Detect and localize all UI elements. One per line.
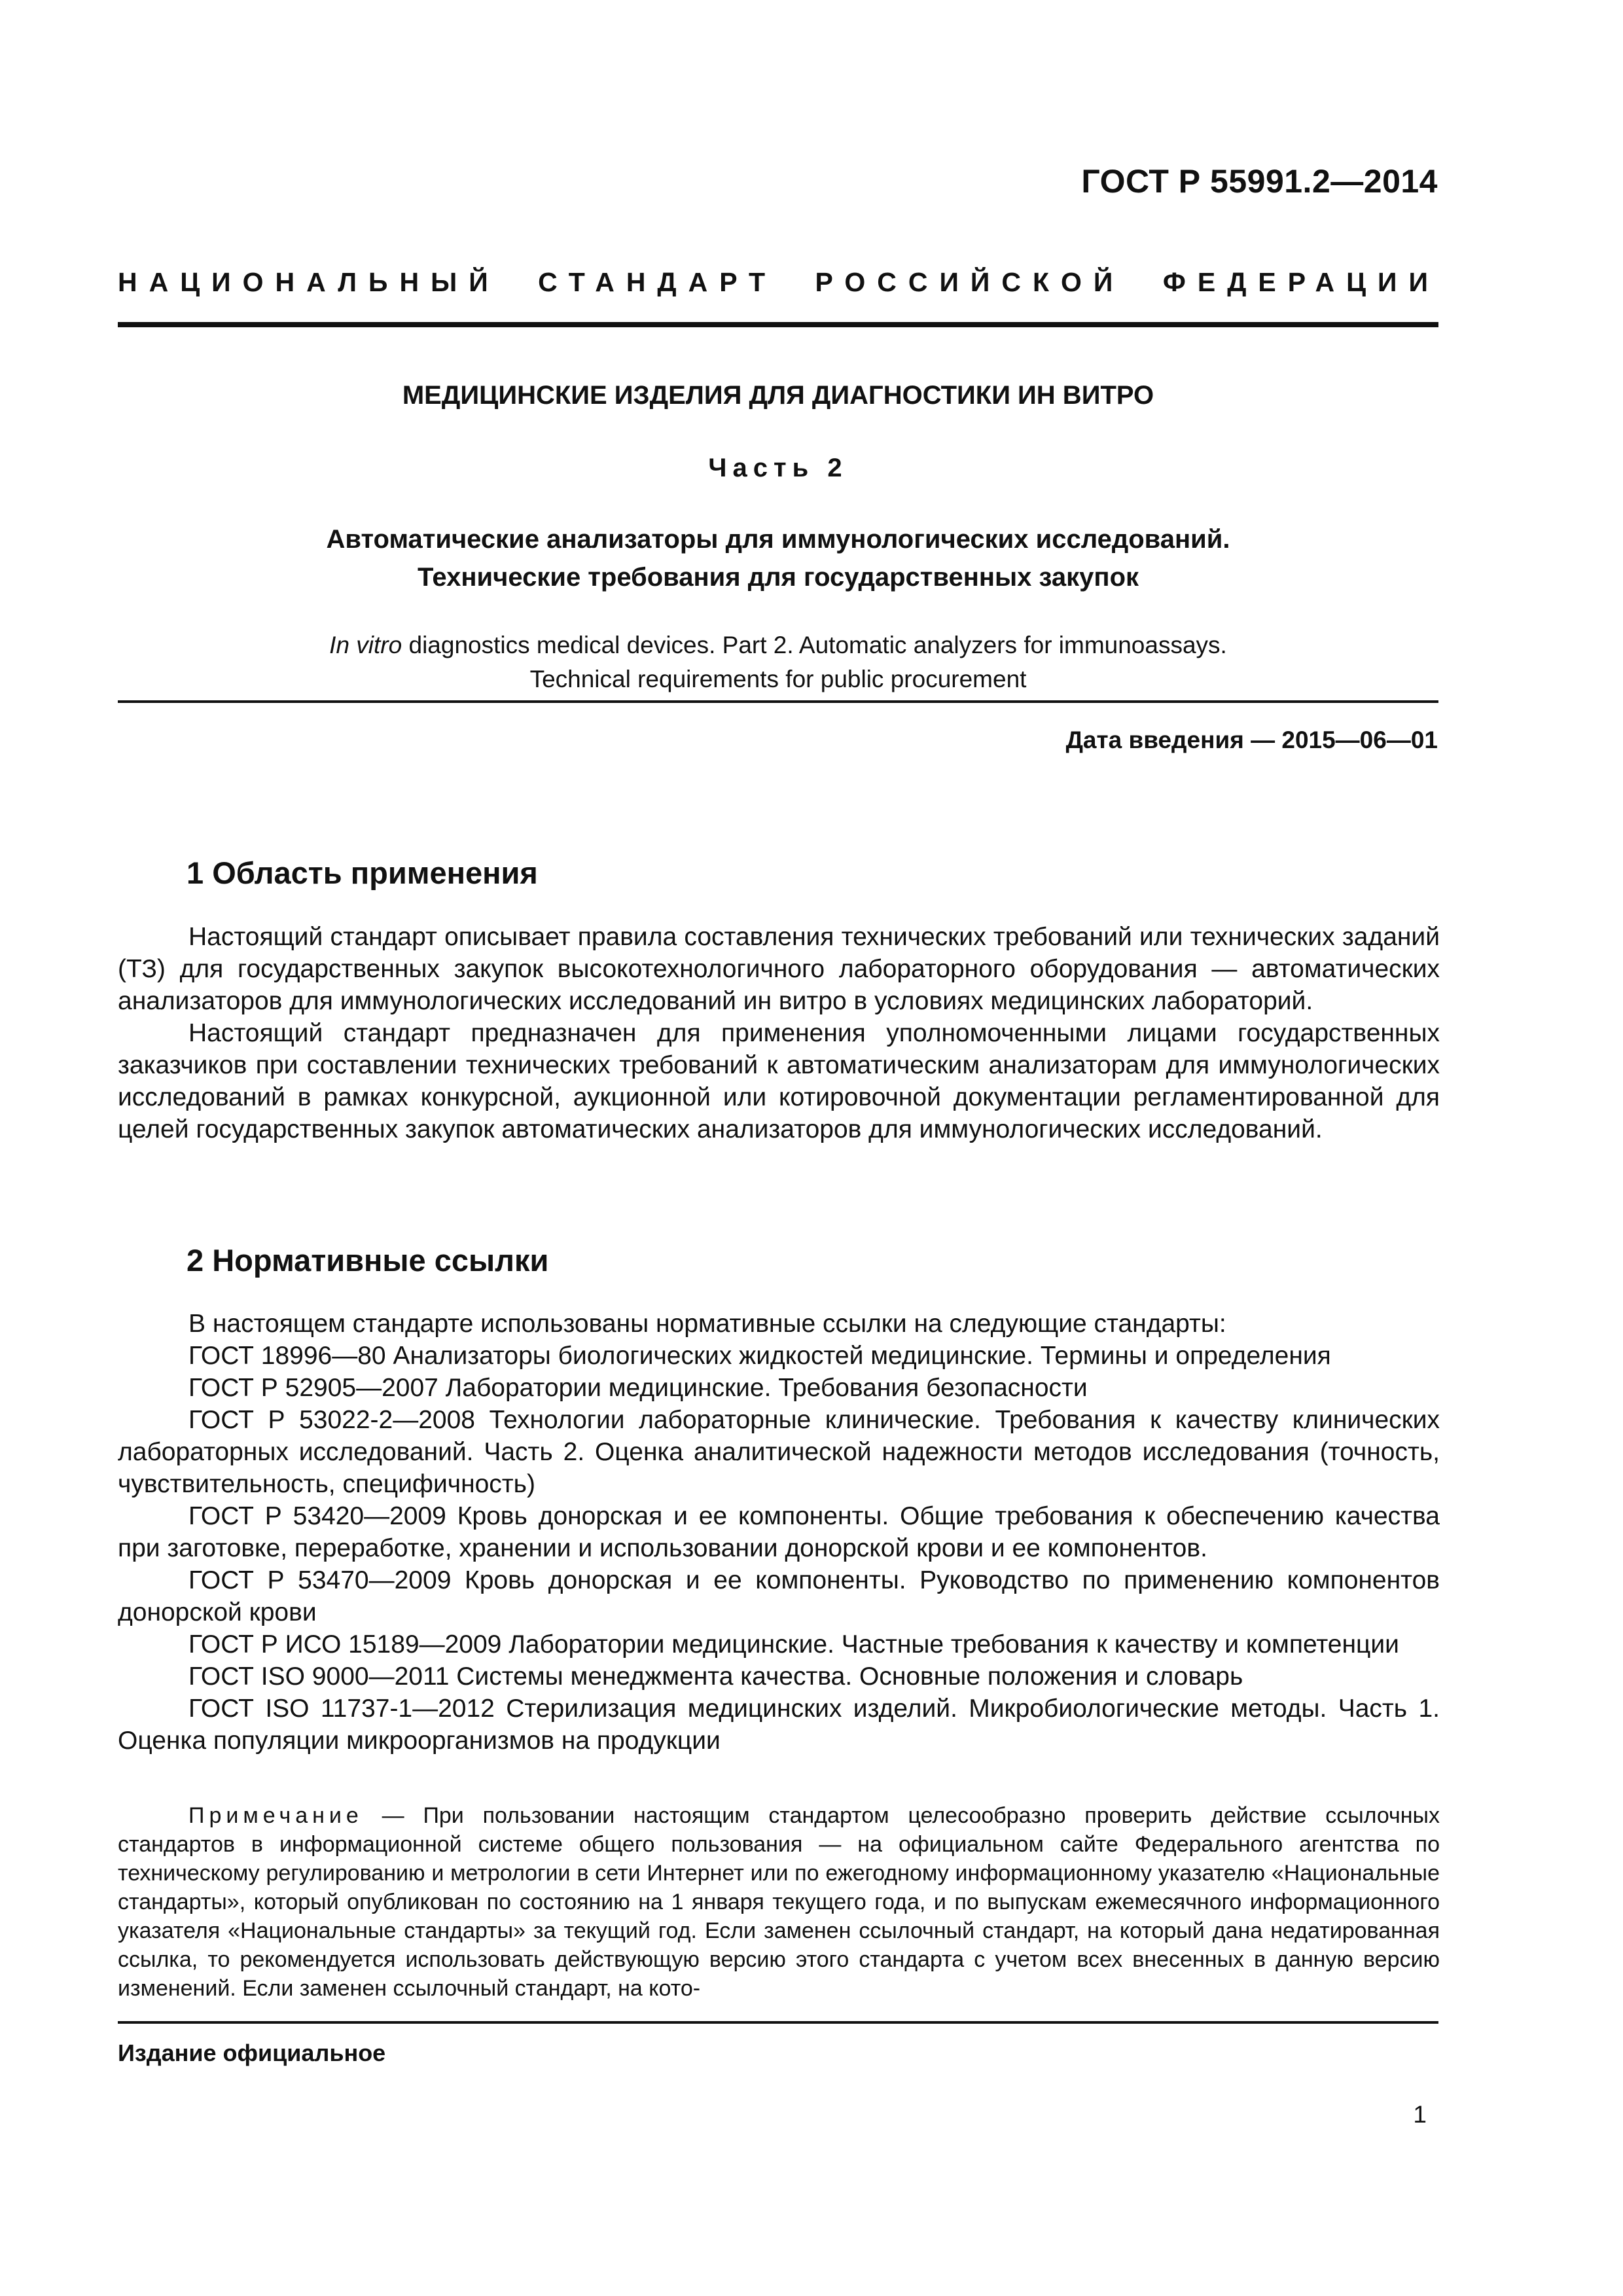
section-1-body <box>118 921 1440 1145</box>
reference-item: ГОСТ ISO 9000—2011 Системы менеджмента качества. Основные положения и словарь <box>188 1662 1243 1691</box>
english-title-line: Technical requirements for public procurement <box>529 666 1027 692</box>
note-text: — При пользовании настоящим стандартом целесообразно проверить действие ссылочных стандартов в информационной системе общего пользования — на официальном сайте Федерального агентства по техническому регулированию и метрологии в сети Интернет или по ежегодному информационному указателю «Национальные стандарты», который опубликован по состоянию на 1 января текущего года, и по выпускам ежемесячного информационного указателя «Национальные стандарты» за текущий год. Если заменен ссылочный стандарт, на который дана недатированная ссылка, то рекомендуется использовать действующую версию этого стандарта с учетом всех внесенных в данную версию изменений. Если заменен ссылочный стандарт, на кото- <box>118 1803 1440 2001</box>
banner-word: НАЦИОНАЛЬНЫЙ <box>118 267 500 297</box>
note-label: Примечание <box>188 1803 363 1828</box>
reference-item: ГОСТ Р 53470—2009 Кровь донорская и ее компоненты. Руководство по применению компонентов донорской крови <box>118 1566 1440 1626</box>
banner-word: ФЕДЕРАЦИИ <box>1162 267 1440 297</box>
reference-item: ГОСТ 18996—80 Анализаторы биологических жидкостей медицинские. Термины и определения <box>188 1342 1331 1370</box>
banner-word: РОССИЙСКОЙ <box>815 267 1125 297</box>
subtitle-line: Технические требования для государственных закупок <box>417 563 1139 592</box>
reference-item: ГОСТ Р ИСО 15189—2009 Лаборатории медицинские. Частные требования к качеству и компетенции <box>188 1630 1399 1659</box>
reference-item: ГОСТ ISO 11737-1—2012 Стерилизация медицинских изделий. Микробиологические методы. Часть 1. Оценка популяции микроорганизмов на продукции <box>118 1695 1440 1755</box>
paragraph: Настоящий стандарт предназначен для применения уполномоченными лицами государственных заказчиков при составлении технических требований к автоматическим анализаторам для иммунологических исследований в рамках конкурсной, аукционной или котировочной документации регламентированной для целей государственных закупок автоматических анализаторов для иммунологических исследований. <box>118 1019 1440 1143</box>
national-standard-banner <box>118 267 1440 298</box>
reference-item: ГОСТ Р 53420—2009 Кровь донорская и ее компоненты. Общие требования к обеспечению качества при заготовке, переработке, хранении и использовании донорской крови и ее компонентов. <box>118 1502 1440 1562</box>
banner-word: СТАНДАРТ <box>538 267 777 297</box>
note-paragraph <box>118 1801 1440 2003</box>
header-divider <box>118 322 1438 327</box>
introduction-date: Дата введения — 2015—06—01 <box>1065 726 1438 753</box>
title-divider <box>118 700 1438 703</box>
subtitle-line: Автоматические анализаторы для иммунологических исследований. <box>326 525 1230 554</box>
standard-number: ГОСТ Р 55991.2—2014 <box>1081 163 1438 200</box>
footer-divider <box>118 2021 1438 2024</box>
references-note <box>118 1801 1440 2003</box>
reference-item: ГОСТ Р 53022-2—2008 Технологии лабораторные клинические. Требования к качеству клинических лабораторных исследований. Часть 2. Оценка аналитической надежности методов исследования (точность, чувствительность, специфичность) <box>118 1406 1440 1498</box>
part-label: Часть 2 <box>708 454 848 482</box>
english-title <box>118 628 1438 696</box>
english-title-line <box>118 628 1438 662</box>
section-1-heading: 1 Область применения <box>187 855 538 890</box>
edition-label: Издание официальное <box>118 2039 386 2066</box>
document-subtitle <box>118 520 1438 596</box>
page-number: 1 <box>1413 2101 1427 2128</box>
document-title: МЕДИЦИНСКИЕ ИЗДЕЛИЯ ДЛЯ ДИАГНОСТИКИ ИН ВИТРО <box>402 381 1154 410</box>
section-2-heading: 2 Нормативные ссылки <box>187 1243 549 1278</box>
paragraph: Настоящий стандарт описывает правила составления технических требований или технических заданий (ТЗ) для государственных закупок высокотехнологичного лабораторного оборудования — автоматических анализаторов для иммунологических исследований ин витро в условиях медицинских лабораторий. <box>118 923 1440 1015</box>
english-italic: In vitro <box>329 632 402 658</box>
reference-item: ГОСТ Р 52905—2007 Лаборатории медицинские. Требования безопасности <box>188 1374 1088 1402</box>
references-list <box>118 1308 1440 1757</box>
english-line1-rest: diagnostics medical devices. Part 2. Automatic analyzers for immunoassays. <box>402 632 1227 658</box>
references-intro: В настоящем стандарте использованы нормативные ссылки на следующие стандарты: <box>188 1310 1226 1338</box>
